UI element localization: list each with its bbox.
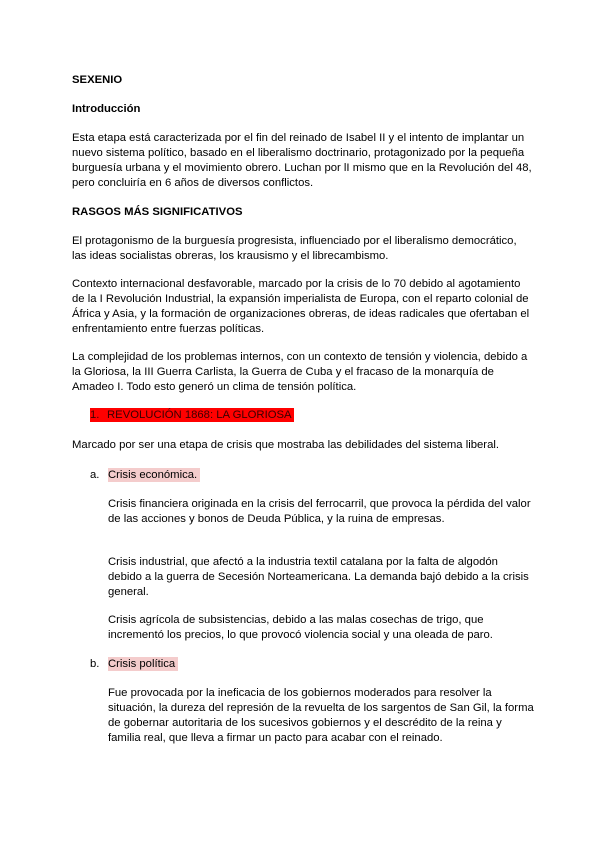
rasgos-paragraph-2: Contexto internacional desfavorable, marcado por la crisis de lo 70 debido al agotamiento de la I Revolución Industrial, la expansión imperialista de Europa, con el reparto colonial de África y Asia, y la formación de organizaciones obreras, de ideas radicales que ofertaban el enfrentamiento entre fuerzas políticas. — [72, 278, 530, 335]
rasgos-paragraph-1: El protagonismo de la burguesía progresista, influenciado por el liberalismo democrático, las ideas socialistas obreras, los krausismo y el librecambismo. — [72, 235, 517, 262]
intro-heading: Introducción — [72, 103, 141, 115]
section-1-intro: Marcado por ser una etapa de crisis que mostraba las debilidades del sistema liberal. — [72, 439, 499, 451]
subsection-b-heading — [90, 657, 178, 672]
section-1-title: REVOLUCIÓN 1868: LA GLORIOSA — [107, 409, 292, 421]
subsection-b-letter: b. — [90, 658, 100, 670]
subsection-b-paragraph-1: Fue provocada por la ineficacia de los gobiernos moderados para resolver la situación, la dureza del represión de la revuelta de los sargentos de San Gil, la forma de gobernar autoritaria de los sucesivos gobiernos y el descrédito de la reina y familia real, que lleva a firmar un pacto para acabar con el reinado. — [108, 687, 534, 744]
rasgos-paragraph-3: La complejidad de los problemas internos, con un contexto de tensión y violencia, debido a la Gloriosa, la III Guerra Carlista, la Guerra de Cuba y el fracaso de la monarquía de Amadeo I. Todo esto generó un clima de tensión política. — [72, 351, 528, 393]
document-title: SEXENIO — [72, 74, 123, 86]
subsection-b-title: Crisis política — [108, 657, 178, 671]
subsection-a-paragraph-3: Crisis agrícola de subsistencias, debido a las malas cosechas de trigo, que incrementó los precios, lo que provocó violencia social y una oleada de paro. — [108, 614, 493, 641]
subsection-a-heading — [90, 468, 200, 483]
subsection-a-paragraph-1: Crisis financiera originada en la crisis del ferrocarril, que provoca la pérdida del valor de las acciones y bonos de Deuda Pública, y la ruina de empresas. — [108, 498, 531, 525]
intro-paragraph: Esta etapa está caracterizada por el fin del reinado de Isabel II y el intento de implantar un nuevo sistema político, basado en el liberalismo doctrinario, protagonizado por la pequeña burguesía urbana y el movimiento obrero. Luchan por lI mismo que en la Revolución del 48, pero concluiría en 6 años de diversos conflictos. — [72, 132, 532, 189]
rasgos-heading: RASGOS MÁS SIGNIFICATIVOS — [72, 206, 243, 218]
section-1-number: 1. — [90, 409, 100, 421]
subsection-a-letter: a. — [90, 469, 100, 481]
subsection-a-title: Crisis económica. — [108, 468, 200, 482]
section-1-heading — [90, 408, 294, 423]
subsection-a-paragraph-2: Crisis industrial, que afectó a la industria textil catalana por la falta de algodón debido a la guerra de Secesión Norteamericana. La demanda bajó debido a la crisis general. — [108, 556, 529, 598]
